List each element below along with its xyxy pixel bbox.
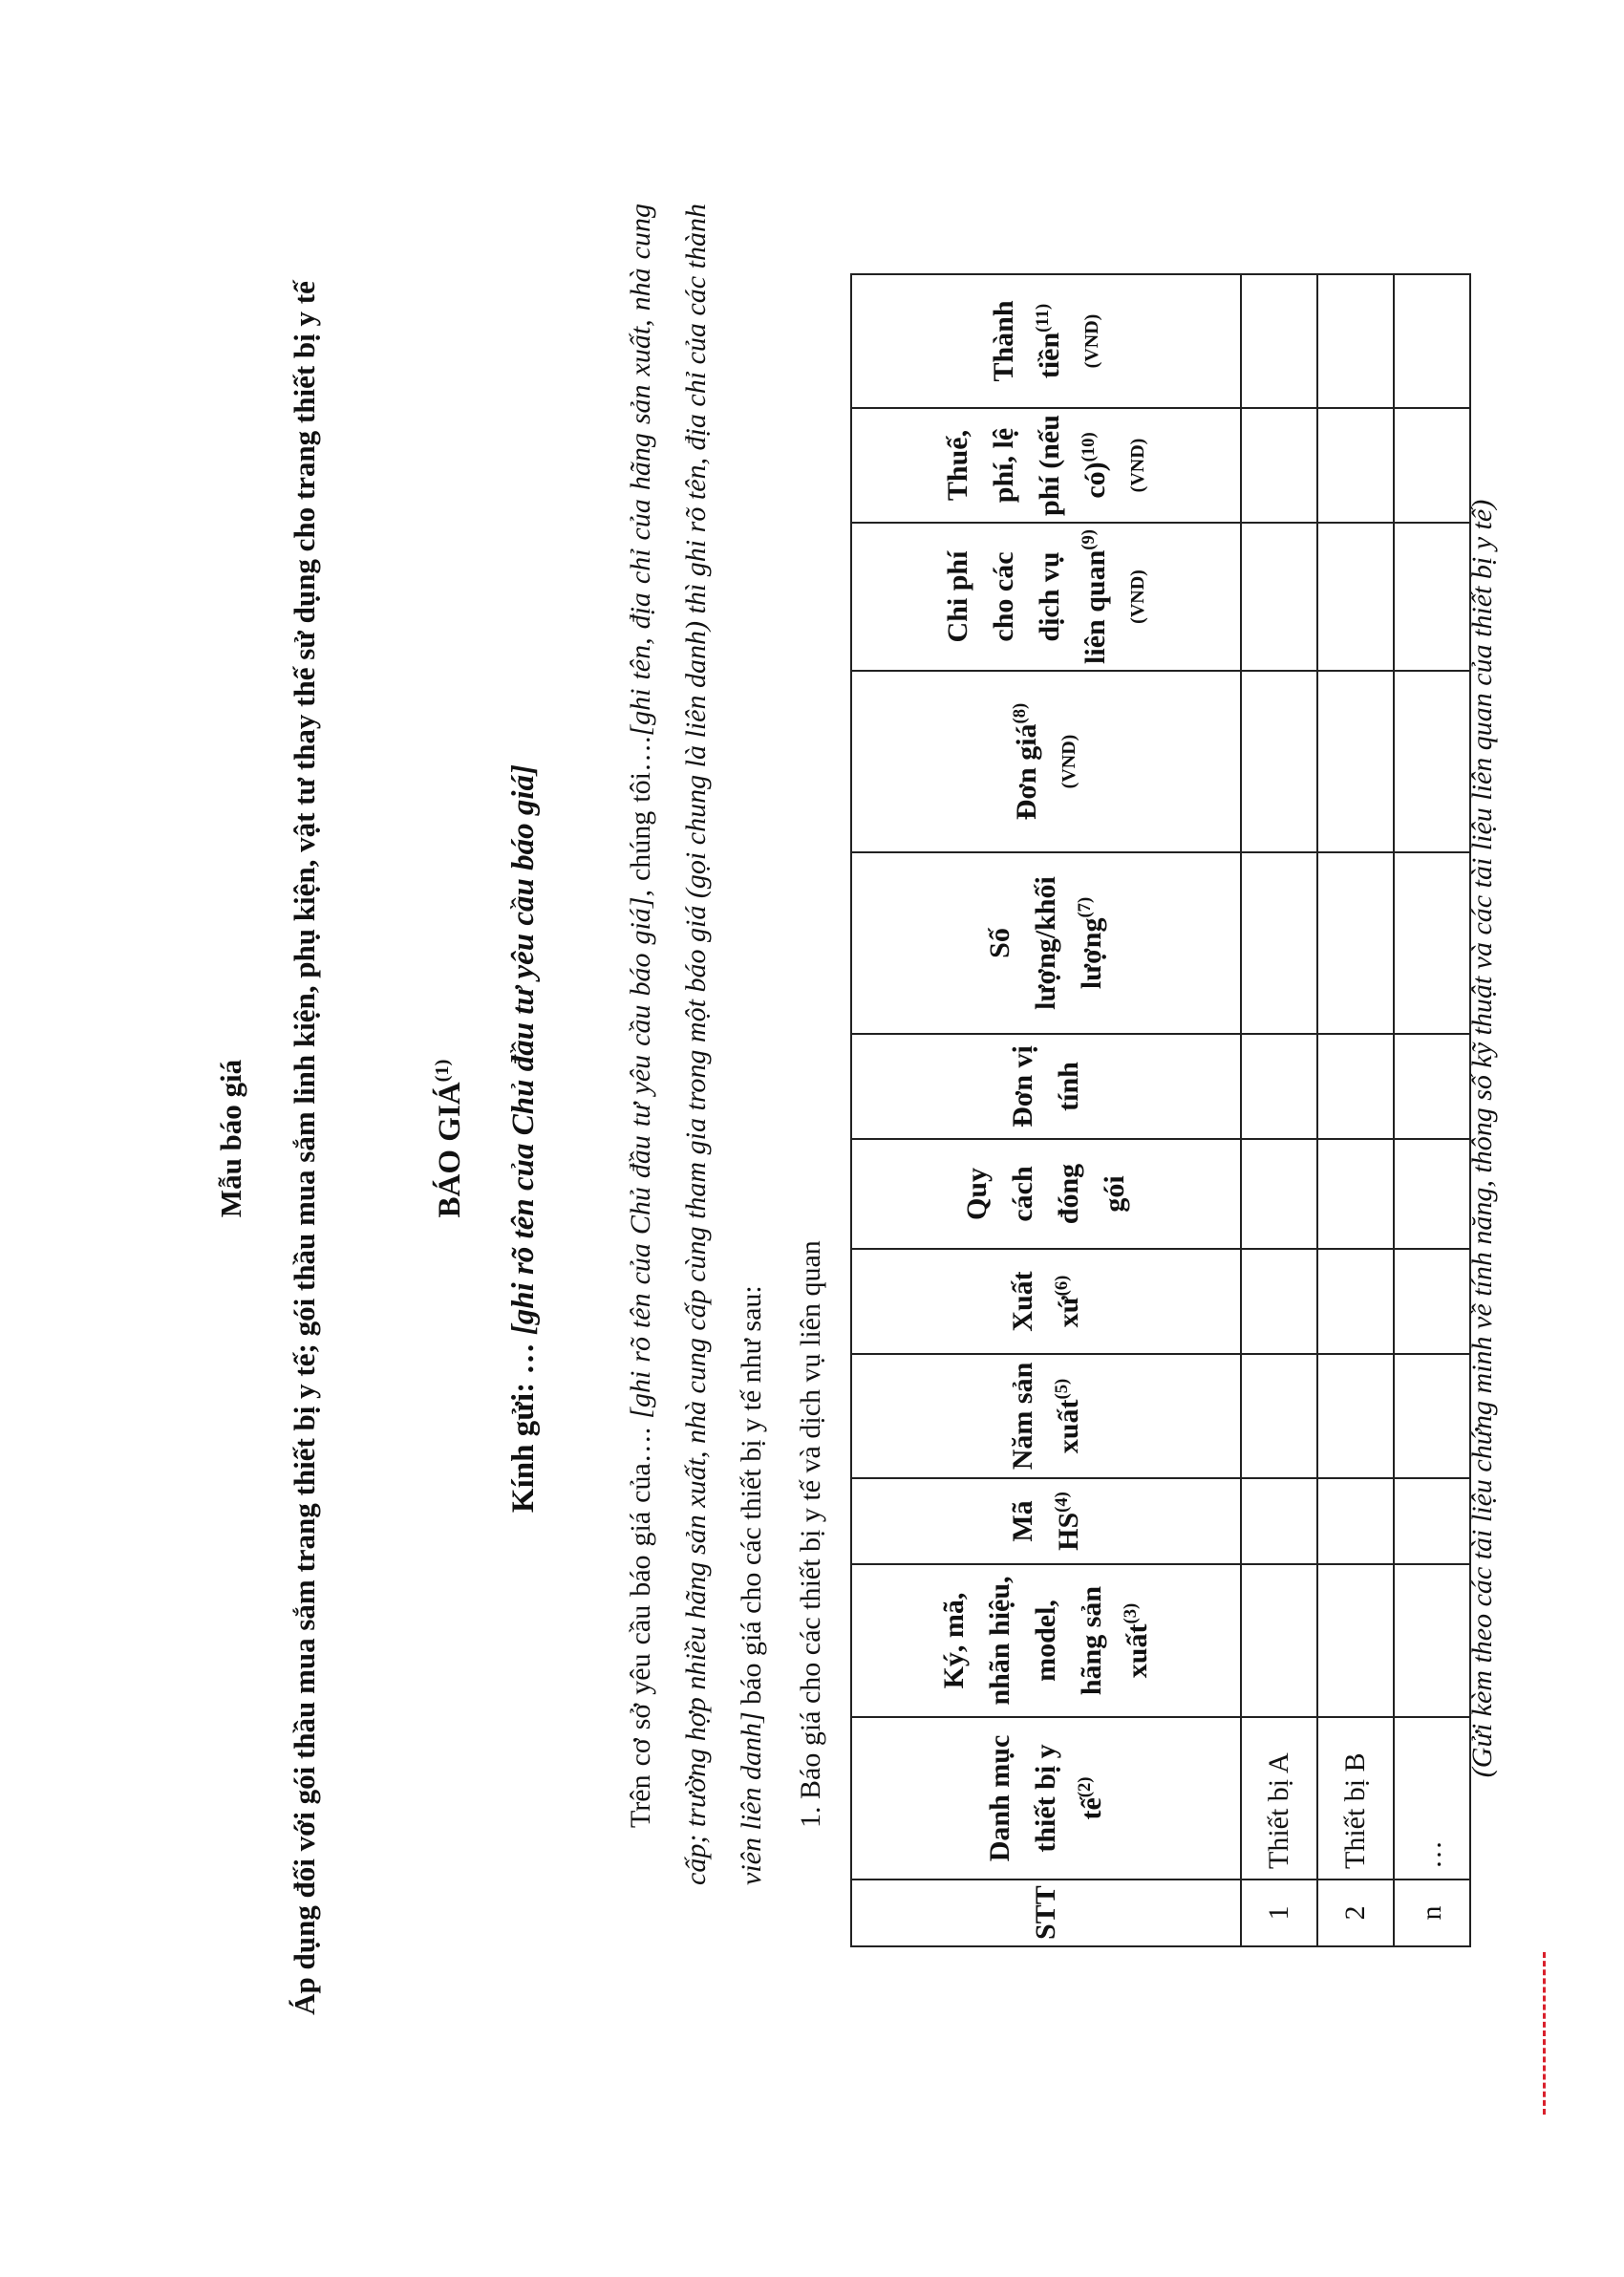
table-cell: [1241, 1354, 1317, 1478]
table-cell: [1394, 274, 1470, 408]
quotation-heading: [433, 0, 468, 2277]
column-unit: (VND): [1127, 569, 1148, 624]
column-label: Đơn vị tính: [1007, 1045, 1084, 1128]
column-footnote: (9): [1079, 529, 1099, 550]
table-cell: [1394, 1139, 1470, 1249]
column-label: STT: [1030, 1885, 1061, 1940]
table-cell: [1317, 408, 1394, 523]
column-label: Số lượng/khối lượng: [984, 876, 1107, 1010]
table-cell: [1241, 408, 1317, 523]
column-footnote: (7): [1075, 896, 1095, 918]
column-header: [851, 408, 1241, 523]
recipient-line: [506, 0, 542, 2277]
column-header: [851, 1564, 1241, 1717]
table-cell: [1241, 1249, 1317, 1354]
table-cell: [1317, 1354, 1394, 1478]
column-label: Danh mục thiết bị y tế: [984, 1734, 1107, 1862]
attachment-note: (Gửi kèm theo các tài liệu chứng minh về tính năng, thông số kỹ thuật và các tài liệu liên quan của thiết bị y tế): [1466, 499, 1498, 1778]
table-cell: [1317, 1139, 1394, 1249]
column-header: [851, 274, 1241, 408]
paragraph-segment: Trên cơ sở yêu cầu báo giá của….: [625, 1418, 656, 1828]
column-header: [851, 1354, 1241, 1478]
quotation-table: [850, 273, 1471, 1947]
intro-paragraph: [613, 204, 780, 1885]
table-cell: [1317, 1478, 1394, 1564]
column-label: Thuế, phí, lệ phí (nếu có): [942, 415, 1111, 516]
table-row: [1317, 274, 1394, 1946]
column-label: Ký, mã, nhãn hiệu, model, hãng sản xuất: [938, 1576, 1153, 1706]
table-cell: [1241, 852, 1317, 1034]
table-cell: [1241, 1139, 1317, 1249]
row-device-name: Thiết bị A: [1241, 1717, 1317, 1880]
recipient-placeholder: [ghi rõ tên của Chủ đầu tư yêu cầu báo giá]: [506, 763, 541, 1336]
table-cell: [1317, 1249, 1394, 1354]
paragraph-segment: [ghi tên, địa chỉ của hãng sản xuất, nhà cung cấp; trường hợp nhiều hãng sản xuất, nhà cung cấp cùng tham gia trong một báo giá (gọi chung là liên danh) thì ghi rõ tên, địa chỉ của các thành viên liên danh]: [625, 204, 767, 1885]
column-header: [851, 852, 1241, 1034]
row-stt: 1: [1241, 1880, 1317, 1946]
column-label: Xuất xứ: [1007, 1271, 1084, 1332]
column-footnote: (8): [1010, 702, 1030, 724]
table-cell: [1394, 1034, 1470, 1139]
red-handwritten-mark: [1543, 1952, 1551, 2115]
section-heading: 1. Báo giá cho các thiết bị y tế và dịch vụ liên quan: [795, 1240, 826, 1828]
table-cell: [1394, 852, 1470, 1034]
table-cell: [1317, 852, 1394, 1034]
paragraph-segment: , chúng tôi….: [625, 736, 656, 897]
table-cell: [1241, 1564, 1317, 1717]
column-footnote: (10): [1079, 432, 1099, 462]
table-header-row: [851, 274, 1241, 1946]
table-cell: [1394, 408, 1470, 523]
column-label: Chi phí cho các dịch vụ liên quan: [942, 549, 1111, 664]
table-cell: [1317, 1034, 1394, 1139]
column-footnote: (4): [1052, 1492, 1072, 1513]
column-header: [851, 1880, 1241, 1946]
row-device-name: Thiết bị B: [1317, 1717, 1394, 1880]
column-header: [851, 1717, 1241, 1880]
column-footnote: (2): [1075, 1776, 1095, 1798]
column-unit: (VND): [1127, 438, 1148, 493]
paragraph-segment: báo giá cho các thiết bị y tế như sau:: [736, 1285, 767, 1712]
table-cell: [1317, 671, 1394, 852]
table-cell: [1241, 1478, 1317, 1564]
table-cell: [1394, 1249, 1470, 1354]
table-cell: [1394, 1354, 1470, 1478]
column-unit: (VND): [1058, 734, 1079, 789]
column-footnote: (6): [1052, 1275, 1072, 1297]
table-cell: [1317, 274, 1394, 408]
heading-text: BÁO GIÁ: [433, 1082, 467, 1218]
recipient-label: Kính gửi: …: [506, 1343, 541, 1514]
column-header: [851, 1249, 1241, 1354]
column-header: [851, 523, 1241, 671]
form-title: Mẫu báo giá: [214, 1059, 247, 1218]
column-label: Mã HS: [1007, 1500, 1084, 1551]
table-cell: [1317, 523, 1394, 671]
column-header: [851, 1139, 1241, 1249]
heading-footnote: (1): [432, 1059, 453, 1083]
row-device-name: …: [1394, 1717, 1470, 1880]
table-cell: [1241, 523, 1317, 671]
column-label: Năm sản xuất: [1007, 1362, 1084, 1471]
column-footnote: (5): [1052, 1378, 1072, 1400]
column-header: [851, 671, 1241, 852]
table-row: [1241, 274, 1317, 1946]
column-footnote: (11): [1033, 303, 1053, 333]
table-cell: [1394, 671, 1470, 852]
row-stt: 2: [1317, 1880, 1394, 1946]
column-label: Đơn giá: [1011, 723, 1042, 821]
column-footnote: (3): [1121, 1602, 1141, 1624]
column-header: [851, 1034, 1241, 1139]
table-cell: [1317, 1564, 1394, 1717]
table-cell: [1241, 1034, 1317, 1139]
paragraph-segment: [ghi rõ tên của Chủ đầu tư yêu cầu báo giá]: [625, 896, 656, 1419]
table-cell: [1394, 1564, 1470, 1717]
table-cell: [1241, 274, 1317, 408]
column-header: [851, 1478, 1241, 1564]
table-cell: [1394, 1478, 1470, 1564]
table-cell: [1394, 523, 1470, 671]
table-cell: [1241, 671, 1317, 852]
column-unit: (VND): [1081, 313, 1102, 369]
column-label: Quy cách đóng gói: [961, 1163, 1130, 1225]
table-row: [1394, 274, 1470, 1946]
row-stt: n: [1394, 1880, 1470, 1946]
column-label: Thành tiền: [988, 300, 1065, 382]
form-subtitle: Áp dụng đối với gói thầu mua sắm trang thiết bị y tế; gói thầu mua sắm linh kiện, phụ kiện, vật tư thay thế sử dụng cho trang thiết bị y tế: [288, 281, 321, 2015]
